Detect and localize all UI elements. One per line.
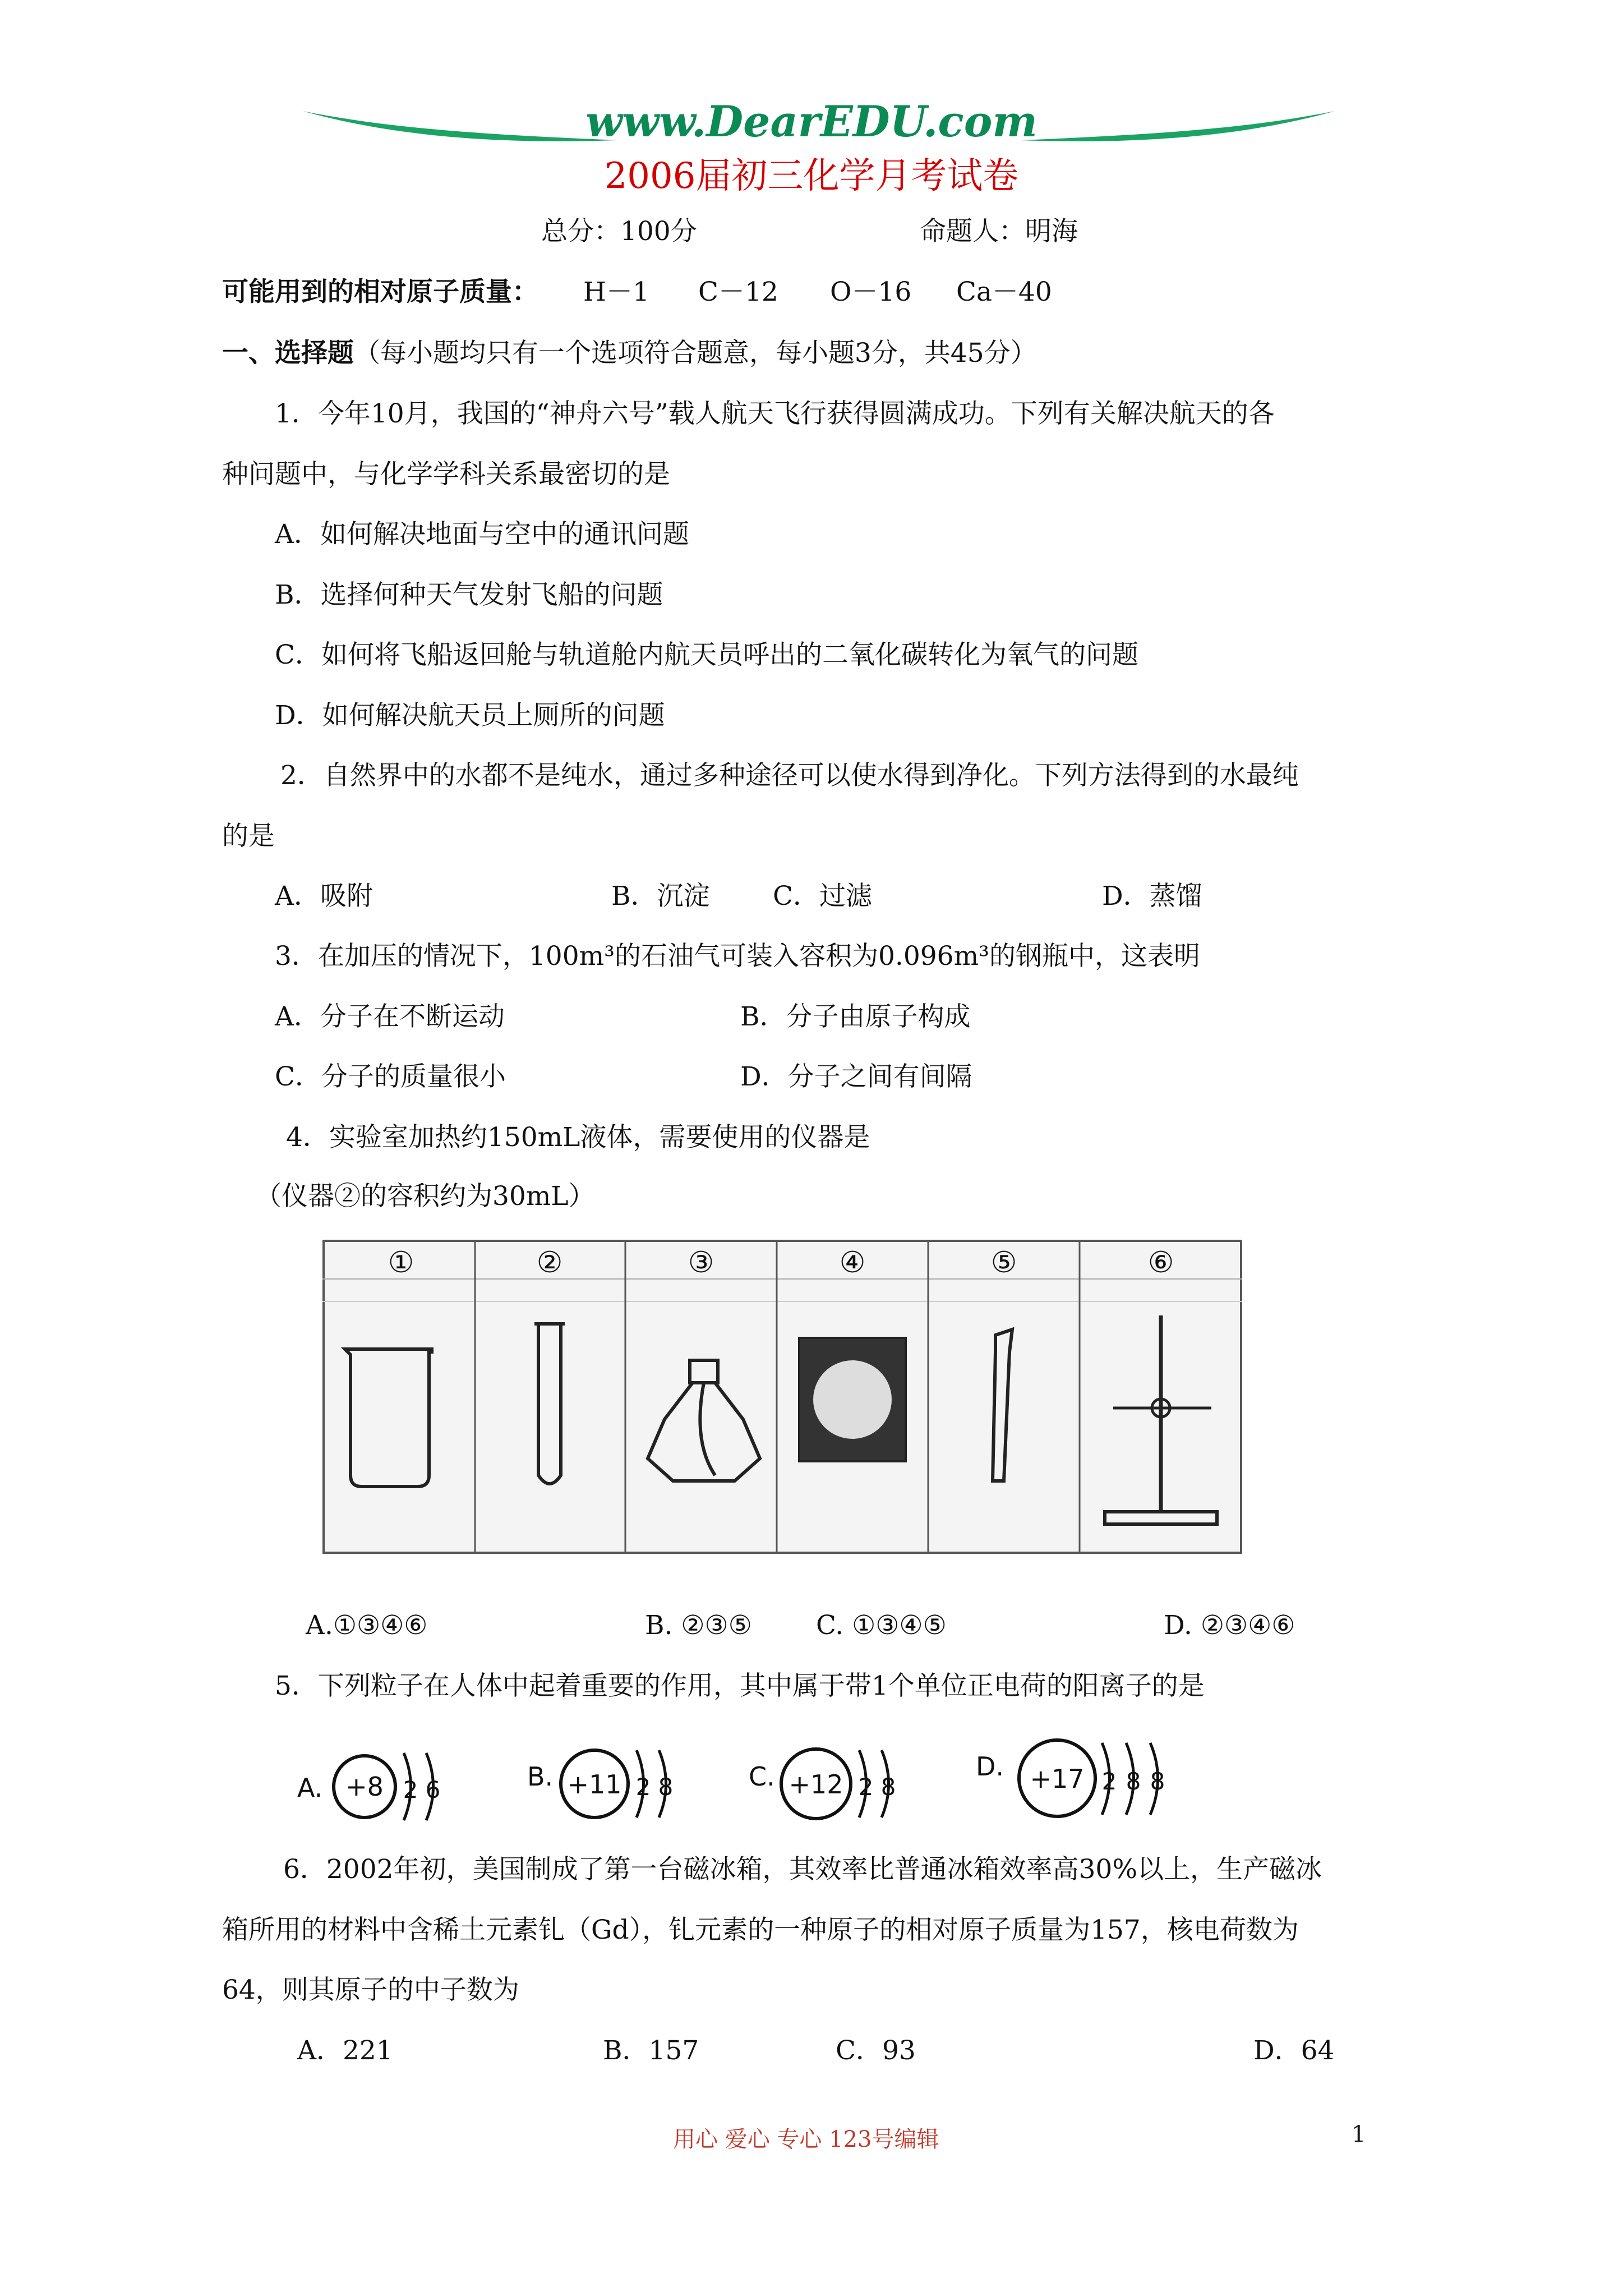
apparatus-label-6: ⑥ [1147,1246,1174,1280]
q6-option-a: A．221 [297,2035,393,2066]
q1-option-a: A．如何解决地面与空中的通讯问题 [275,519,689,550]
q3-option-b: B．分子由原子构成 [740,1001,971,1032]
total-score: 总分：100分 [541,216,697,247]
apparatus-label-5: ⑤ [990,1246,1017,1280]
svg-text:C.: C. [749,1761,775,1792]
atom-option-c [749,1749,896,1819]
q6-option-d: D．64 [1253,2035,1335,2066]
section-title: 一、选择题 [222,338,354,369]
q4-option-c: C. ①③④⑤ [816,1610,947,1641]
q6-line3: 64，则其原子的中子数为 [222,1975,519,2005]
q3-option-a: A．分子在不断运动 [275,1001,505,1032]
q6-option-c: C．93 [836,2035,916,2066]
q4-option-b: B. ②③⑤ [645,1610,752,1641]
svg-text:6: 6 [425,1776,441,1803]
q6-line1: 6．2002年初，美国制成了第一台磁冰箱，其效率比普通冰箱效率高30%以上，生产磁冰 [283,1854,1322,1885]
atomic-mass-h: H－1 [583,277,649,307]
atomic-mass-o: O－16 [830,277,912,307]
apparatus-label-2: ② [536,1246,563,1280]
exam-title: 2006届初三化学月考试卷 [604,155,1019,197]
q6-option-b: B．157 [603,2035,699,2066]
q2-line1: 2．自然界中的水都不是纯水，通过多种途径可以使水得到净化。下列方法得到的水最纯 [280,760,1299,791]
q4-line2: （仪器②的容积约为30mL） [255,1181,595,1212]
q4-option-a: A.①③④⑥ [306,1610,428,1641]
atom-option-d [976,1740,1165,1816]
svg-text:2: 2 [635,1773,651,1801]
atom-structure-diagrams [292,1731,1256,1837]
section-note: （每小题均只有一个选项符合题意，每小题3分，共45分） [354,338,1037,369]
q1-option-d: D．如何解决航天员上厕所的问题 [275,700,665,731]
q1-line2: 种问题中，与化学学科关系最密切的是 [222,459,670,490]
q2-line2: 的是 [222,821,275,852]
apparatus-label-4: ④ [839,1246,866,1280]
q4-option-d: D. ②③④⑥ [1164,1610,1295,1641]
svg-text:8: 8 [658,1773,674,1801]
q2-option-c: C．过滤 [773,881,872,912]
svg-text:2: 2 [1101,1768,1117,1795]
section-heading [222,338,1037,369]
svg-text:8: 8 [880,1773,896,1801]
q2-option-b: B．沉淀 [611,881,710,912]
q3-option-d: D．分子之间有间隔 [740,1061,972,1092]
q2-option-a: A．吸附 [275,881,373,912]
apparatus-figure [322,1240,1242,1554]
q1-line1: 1．今年10月，我国的“神舟六号”载人航天飞行获得圆满成功。下列有关解决航天的各 [275,398,1275,429]
svg-text:+11: +11 [567,1769,622,1800]
svg-text:8: 8 [1150,1768,1165,1795]
q3-line1: 3．在加压的情况下，100m³的石油气可装入容积为0.096m³的钢瓶中，这表明 [275,941,1200,972]
q6-line2: 箱所用的材料中含稀土元素钆（Gd），钆元素的一种原子的相对原子质量为157，核电荷数为 [222,1915,1299,1945]
apparatus-label-3: ③ [688,1246,714,1280]
svg-text:+17: +17 [1030,1764,1085,1794]
svg-text:8: 8 [1126,1768,1141,1795]
page-number: 1 [1352,2122,1366,2147]
atomic-mass-ca: Ca－40 [956,277,1052,307]
apparatus-label-1: ① [388,1246,414,1280]
author: 命题人：明海 [920,216,1078,247]
svg-text:2: 2 [858,1773,874,1801]
svg-text:+12: +12 [789,1769,843,1800]
svg-text:A.: A. [297,1773,323,1803]
svg-text:D.: D. [976,1751,1004,1782]
wire-gauze-icon [799,1338,906,1461]
q2-option-d: D．蒸馏 [1102,881,1202,912]
atomic-mass-label: 可能用到的相对原子质量： [222,277,538,307]
q4-line1: 4．实验室加热约150mL液体，需要使用的仪器是 [286,1122,870,1153]
svg-text:B.: B. [527,1761,554,1792]
site-url: www.DearEDU.com [585,96,1038,146]
q5-line1: 5．下列粒子在人体中起着重要的作用，其中属于带1个单位正电荷的阳离子的是 [275,1671,1205,1701]
atom-option-a [297,1753,440,1820]
atom-option-b [527,1750,673,1818]
q1-option-c: C．如何将飞船返回舱与轨道舱内航天员呼出的二氧化碳转化为氧气的问题 [275,639,1138,670]
svg-text:+8: +8 [345,1772,384,1802]
svg-text:2: 2 [403,1776,418,1803]
footer-text: 用心 爱心 专心 123号编辑 [673,2127,939,2152]
q1-option-b: B．选择何种天气发射飞船的问题 [275,579,663,610]
q3-option-c: C．分子的质量很小 [275,1061,506,1092]
atomic-mass-c: C－12 [698,277,778,307]
